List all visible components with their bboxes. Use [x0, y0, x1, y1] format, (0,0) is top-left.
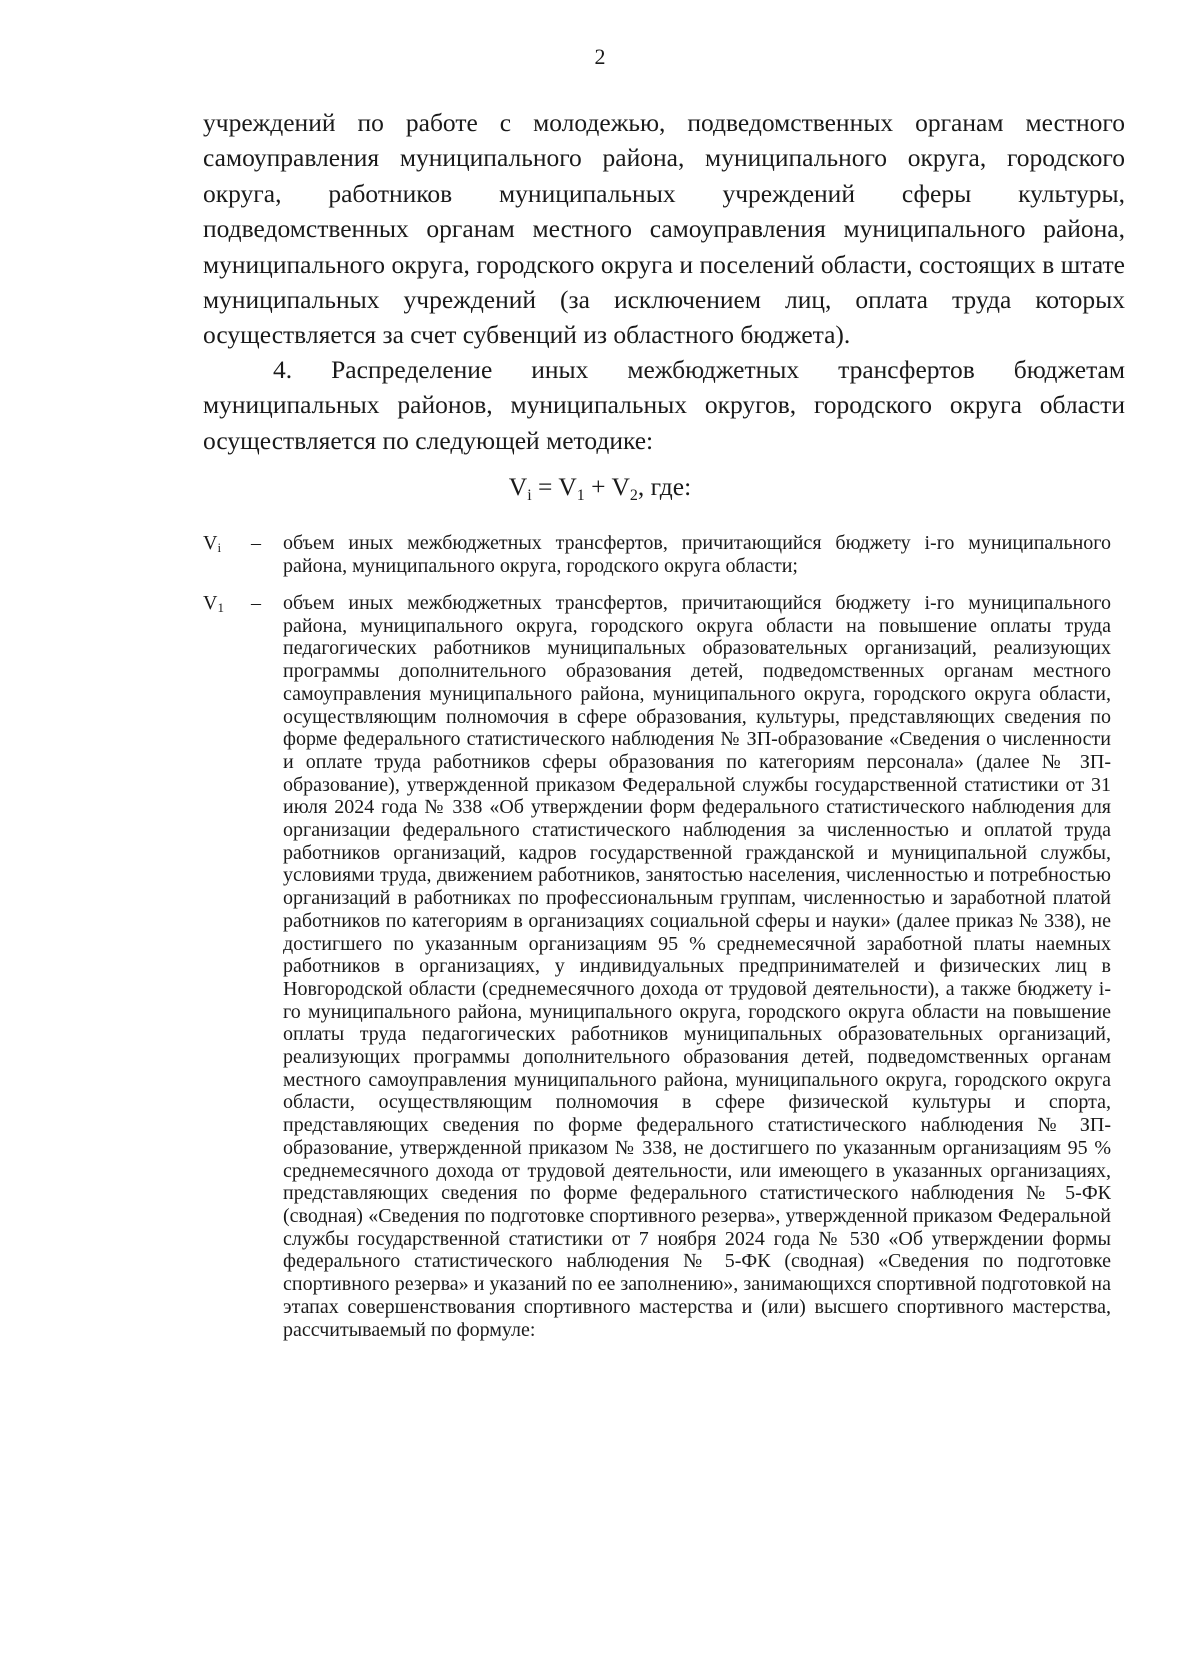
formula-eq: =	[531, 472, 559, 501]
distribution-formula	[0, 472, 1200, 505]
formula-plus: +	[584, 472, 612, 501]
paragraph-continuation: учреждений по работе с молодежью, подведомственных органам местного самоуправления муниципального района, муниципального округа, городского округа, работников муниципальных учреждений сферы культуры, подведомственных органам местного самоуправления муниципального района, муниципального округа, городского округа и поселений области, состоящих в штате муниципальных учреждений (за исключением лиц, оплата труда которых осуществляется за счет субвенций из областного бюджета).	[203, 108, 1125, 350]
definition-symbol-sub: i	[217, 540, 222, 555]
formula-term-1: V	[558, 472, 577, 501]
formula-term-1-sub: 1	[576, 487, 585, 504]
definition-symbol-sub: 1	[217, 600, 224, 615]
definition-symbol-letter: V	[203, 532, 218, 554]
definition-symbol	[203, 532, 253, 560]
formula-tail: , где:	[637, 472, 692, 501]
formula-term-2-sub: 2	[629, 487, 638, 504]
definition-text: объем иных межбюджетных трансфертов, причитающийся бюджету i-го муниципального района, муниципального округа, городского округа области на повышение оплаты труда педагогических работников муниципальных образовательных организаций, реализующих программы дополнительного образования детей, подведомственных органам местного самоуправления муниципального района, муниципального округа, городского округа области, осуществляющим полномочия в сфере образования, культуры, представляющих сведения по форме федерального статистического наблюдения № ЗП-образование «Сведения о численности и оплате труда работников сферы образования по категориям персонала» (далее № ЗП-образование), утвержденной приказом Федеральной службы государственной статистики от 31 июля 2024 года № 338 «Об утверждении форм федерального статистического наблюдения для организации федерального статистического наблюдения за численностью и оплатой труда работников организаций, кадров государственной гражданской и муниципальной службы, условиями труда, движением работников, занятостью населения, численностью и потребностью организаций в работниках по профессиональным группам, численностью и заработной платой работников по категориям в организациях социальной сферы и науки» (далее приказ № 338), не достигшего по указанным организациям 95 % среднемесячной заработной платы наемных работников в организациях, у индивидуальных предпринимателей и физических лиц в Новгородской области (среднемесячного дохода от трудовой деятельности), а также бюджету i-го муниципального района, муниципального округа, городского округа области на повышение оплаты труда педагогических работников муниципальных образовательных организаций, реализующих программы дополнительного образования детей, подведомственных органам местного самоуправления муниципального района, муниципального округа, городского округа области, осуществляющим полномочия в сфере физической культуры и спорта, представляющих сведения по форме федерального статистического наблюдения № ЗП-образование, утвержденной приказом № 338, не достигшего по указанным организациям 95 % среднемесячного дохода от трудовой деятельности, или имеющего в указанных организациях, представляющих сведения по форме федерального статистического наблюдения № 5-ФК (сводная) «Сведения по подготовке спортивного резерва», утвержденной приказом Федеральной службы государственной статистики от 7 ноября 2024 года № 530 «Об утверждении формы федерального статистического наблюдения № 5-ФК (сводная) «Сведения по подготовке спортивного резерва» и указаний по ее заполнению», занимающихся спортивной подготовкой на этапах совершенствования спортивного мастерства и (или) высшего спортивного мастерства, рассчитываемый по формуле:	[283, 592, 1111, 1341]
formula-lhs: V	[508, 472, 528, 501]
definition-symbol-letter: V	[203, 592, 218, 614]
page-number: 2	[594, 44, 606, 69]
definition-symbol	[203, 592, 253, 620]
definition-text: объем иных межбюджетных трансфертов, причитающийся бюджету i-го муниципального района, муниципального округа, городского округа области;	[283, 532, 1111, 577]
formula-term-2: V	[611, 472, 630, 501]
formula-lhs-sub: i	[527, 487, 532, 504]
paragraph-item-4: 4. Распределение иных межбюджетных трансфертов бюджетам муниципальных районов, муниципальных округов, городского округа области осуществляется по следующей методике:	[203, 355, 1125, 455]
definition-dash: –	[251, 532, 261, 554]
definition-dash: –	[251, 592, 261, 614]
